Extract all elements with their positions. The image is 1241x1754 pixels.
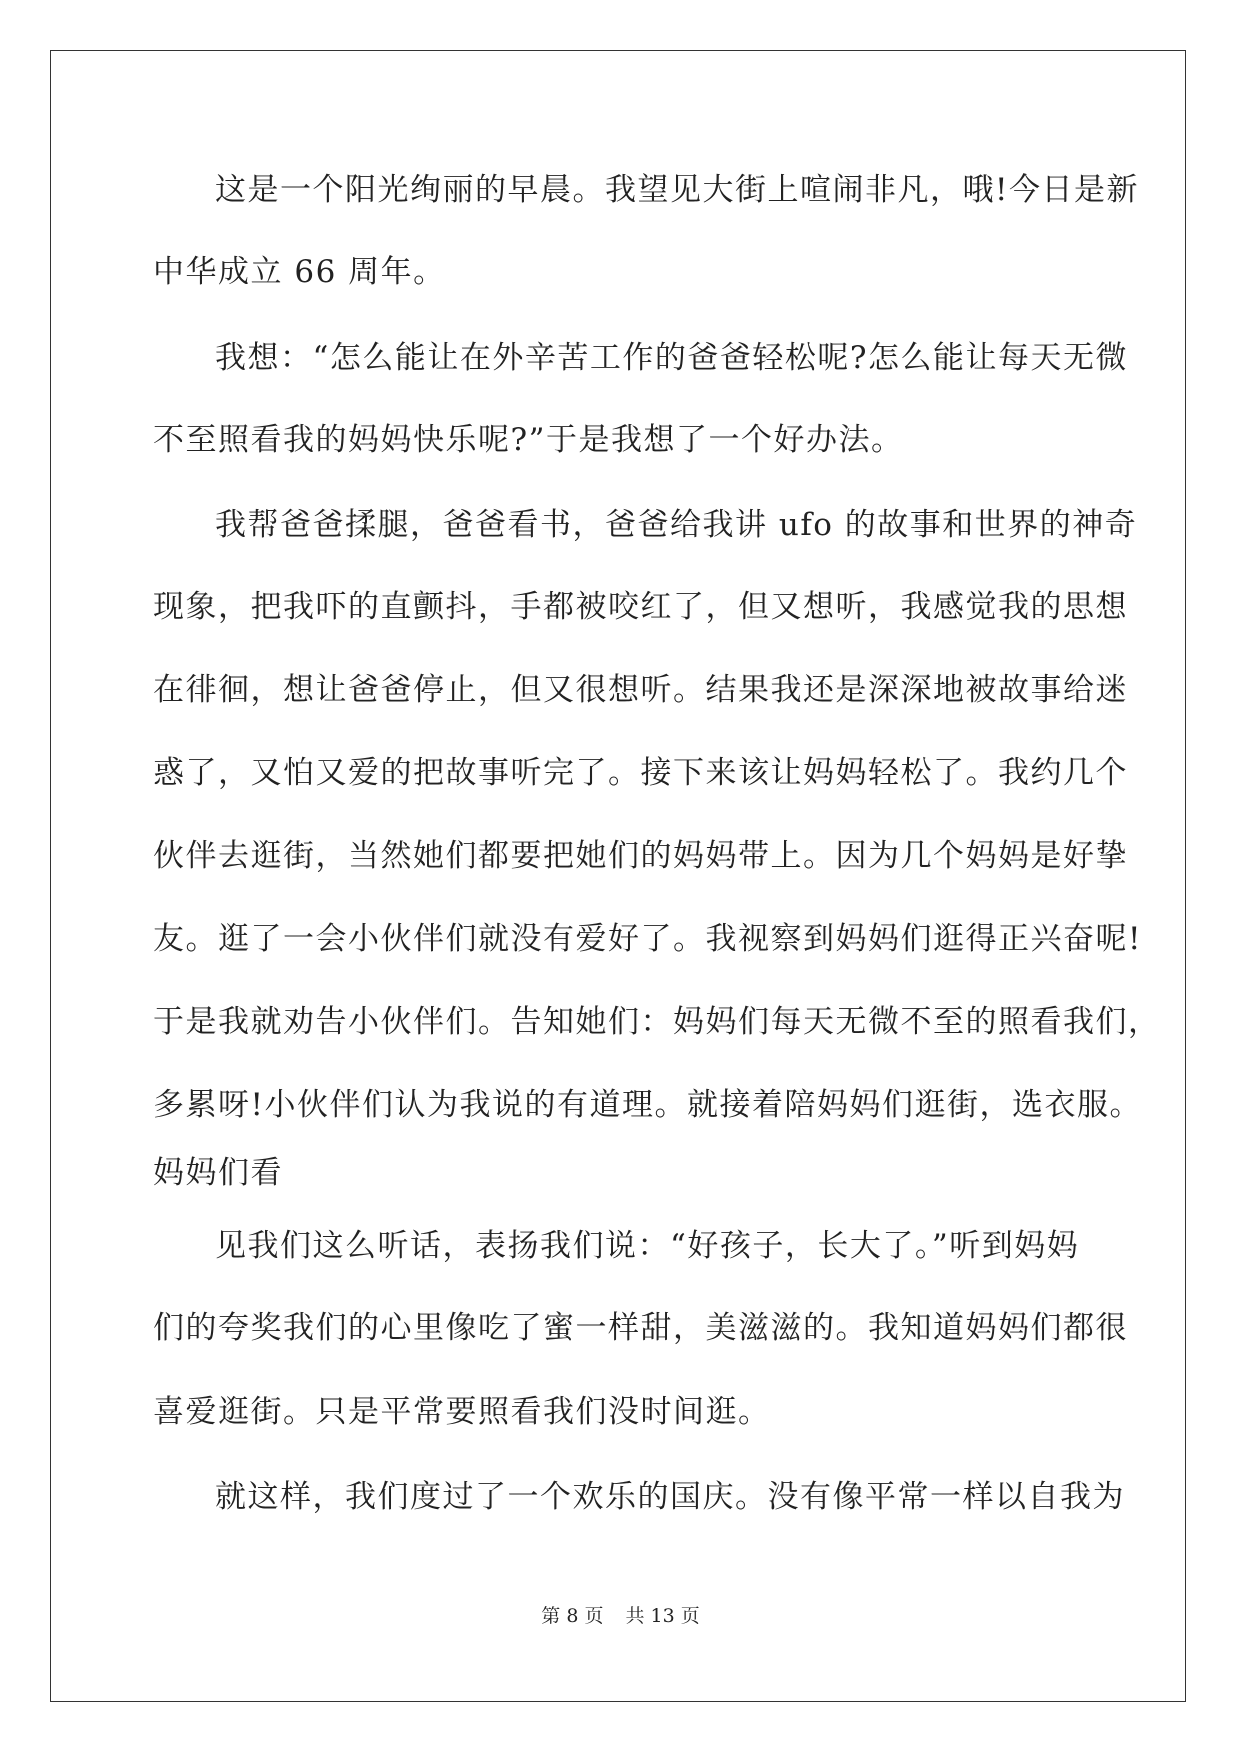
text-line: 在徘徊，想让爸爸停止，但又很想听。结果我还是深深地被故事给迷 bbox=[153, 672, 1128, 708]
text-line: 惑了，又怕又爱的把故事听完了。接下来该让妈妈轻松了。我约几个 bbox=[153, 755, 1128, 791]
text-line: 喜爱逛街。只是平常要照看我们没时间逛。 bbox=[153, 1394, 771, 1430]
text-line: 多累呀!小伙伴们认为我说的有道理。就接着陪妈妈们逛街，选衣服。 bbox=[153, 1087, 1142, 1123]
text-line: 不至照看我的妈妈快乐呢?”于是我想了一个好办法。 bbox=[153, 422, 904, 458]
text-line: 我帮爸爸揉腿，爸爸看书，爸爸给我讲 ufo 的故事和世界的神奇 bbox=[215, 507, 1138, 543]
text-line: 见我们这么听话，表扬我们说：“好孩子，长大了。”听到妈妈 bbox=[215, 1228, 1080, 1264]
text-line: 友。逛了一会小伙伴们就没有爱好了。我视察到妈妈们逛得正兴奋呢! bbox=[153, 921, 1142, 957]
page-footer bbox=[0, 1604, 1241, 1628]
text-line: 们的夸奖我们的心里像吃了蜜一样甜，美滋滋的。我知道妈妈们都很 bbox=[153, 1310, 1128, 1346]
text-line: 中华成立 66 周年。 bbox=[153, 254, 446, 290]
text-line: 于是我就劝告小伙伴们。告知她们：妈妈们每天无微不至的照看我们， bbox=[153, 1004, 1161, 1040]
text-line: 妈妈们看 bbox=[153, 1155, 283, 1191]
text-line: 我想：“怎么能让在外辛苦工作的爸爸轻松呢?怎么能让每天无微 bbox=[215, 340, 1128, 376]
text-line: 现象，把我吓的直颤抖，手都被咬红了，但又想听，我感觉我的思想 bbox=[153, 589, 1128, 625]
text-line: 伙伴去逛街，当然她们都要把她们的妈妈带上。因为几个妈妈是好挚 bbox=[153, 838, 1128, 874]
text-line: 就这样，我们度过了一个欢乐的国庆。没有像平常一样以自我为 bbox=[215, 1479, 1125, 1515]
page-number-current: 第 8 页 bbox=[541, 1605, 604, 1627]
text-line: 这是一个阳光绚丽的早晨。我望见大街上喧闹非凡，哦!今日是新 bbox=[215, 172, 1139, 208]
page-border bbox=[50, 50, 1186, 1702]
page-number-total: 共 13 页 bbox=[625, 1605, 700, 1627]
